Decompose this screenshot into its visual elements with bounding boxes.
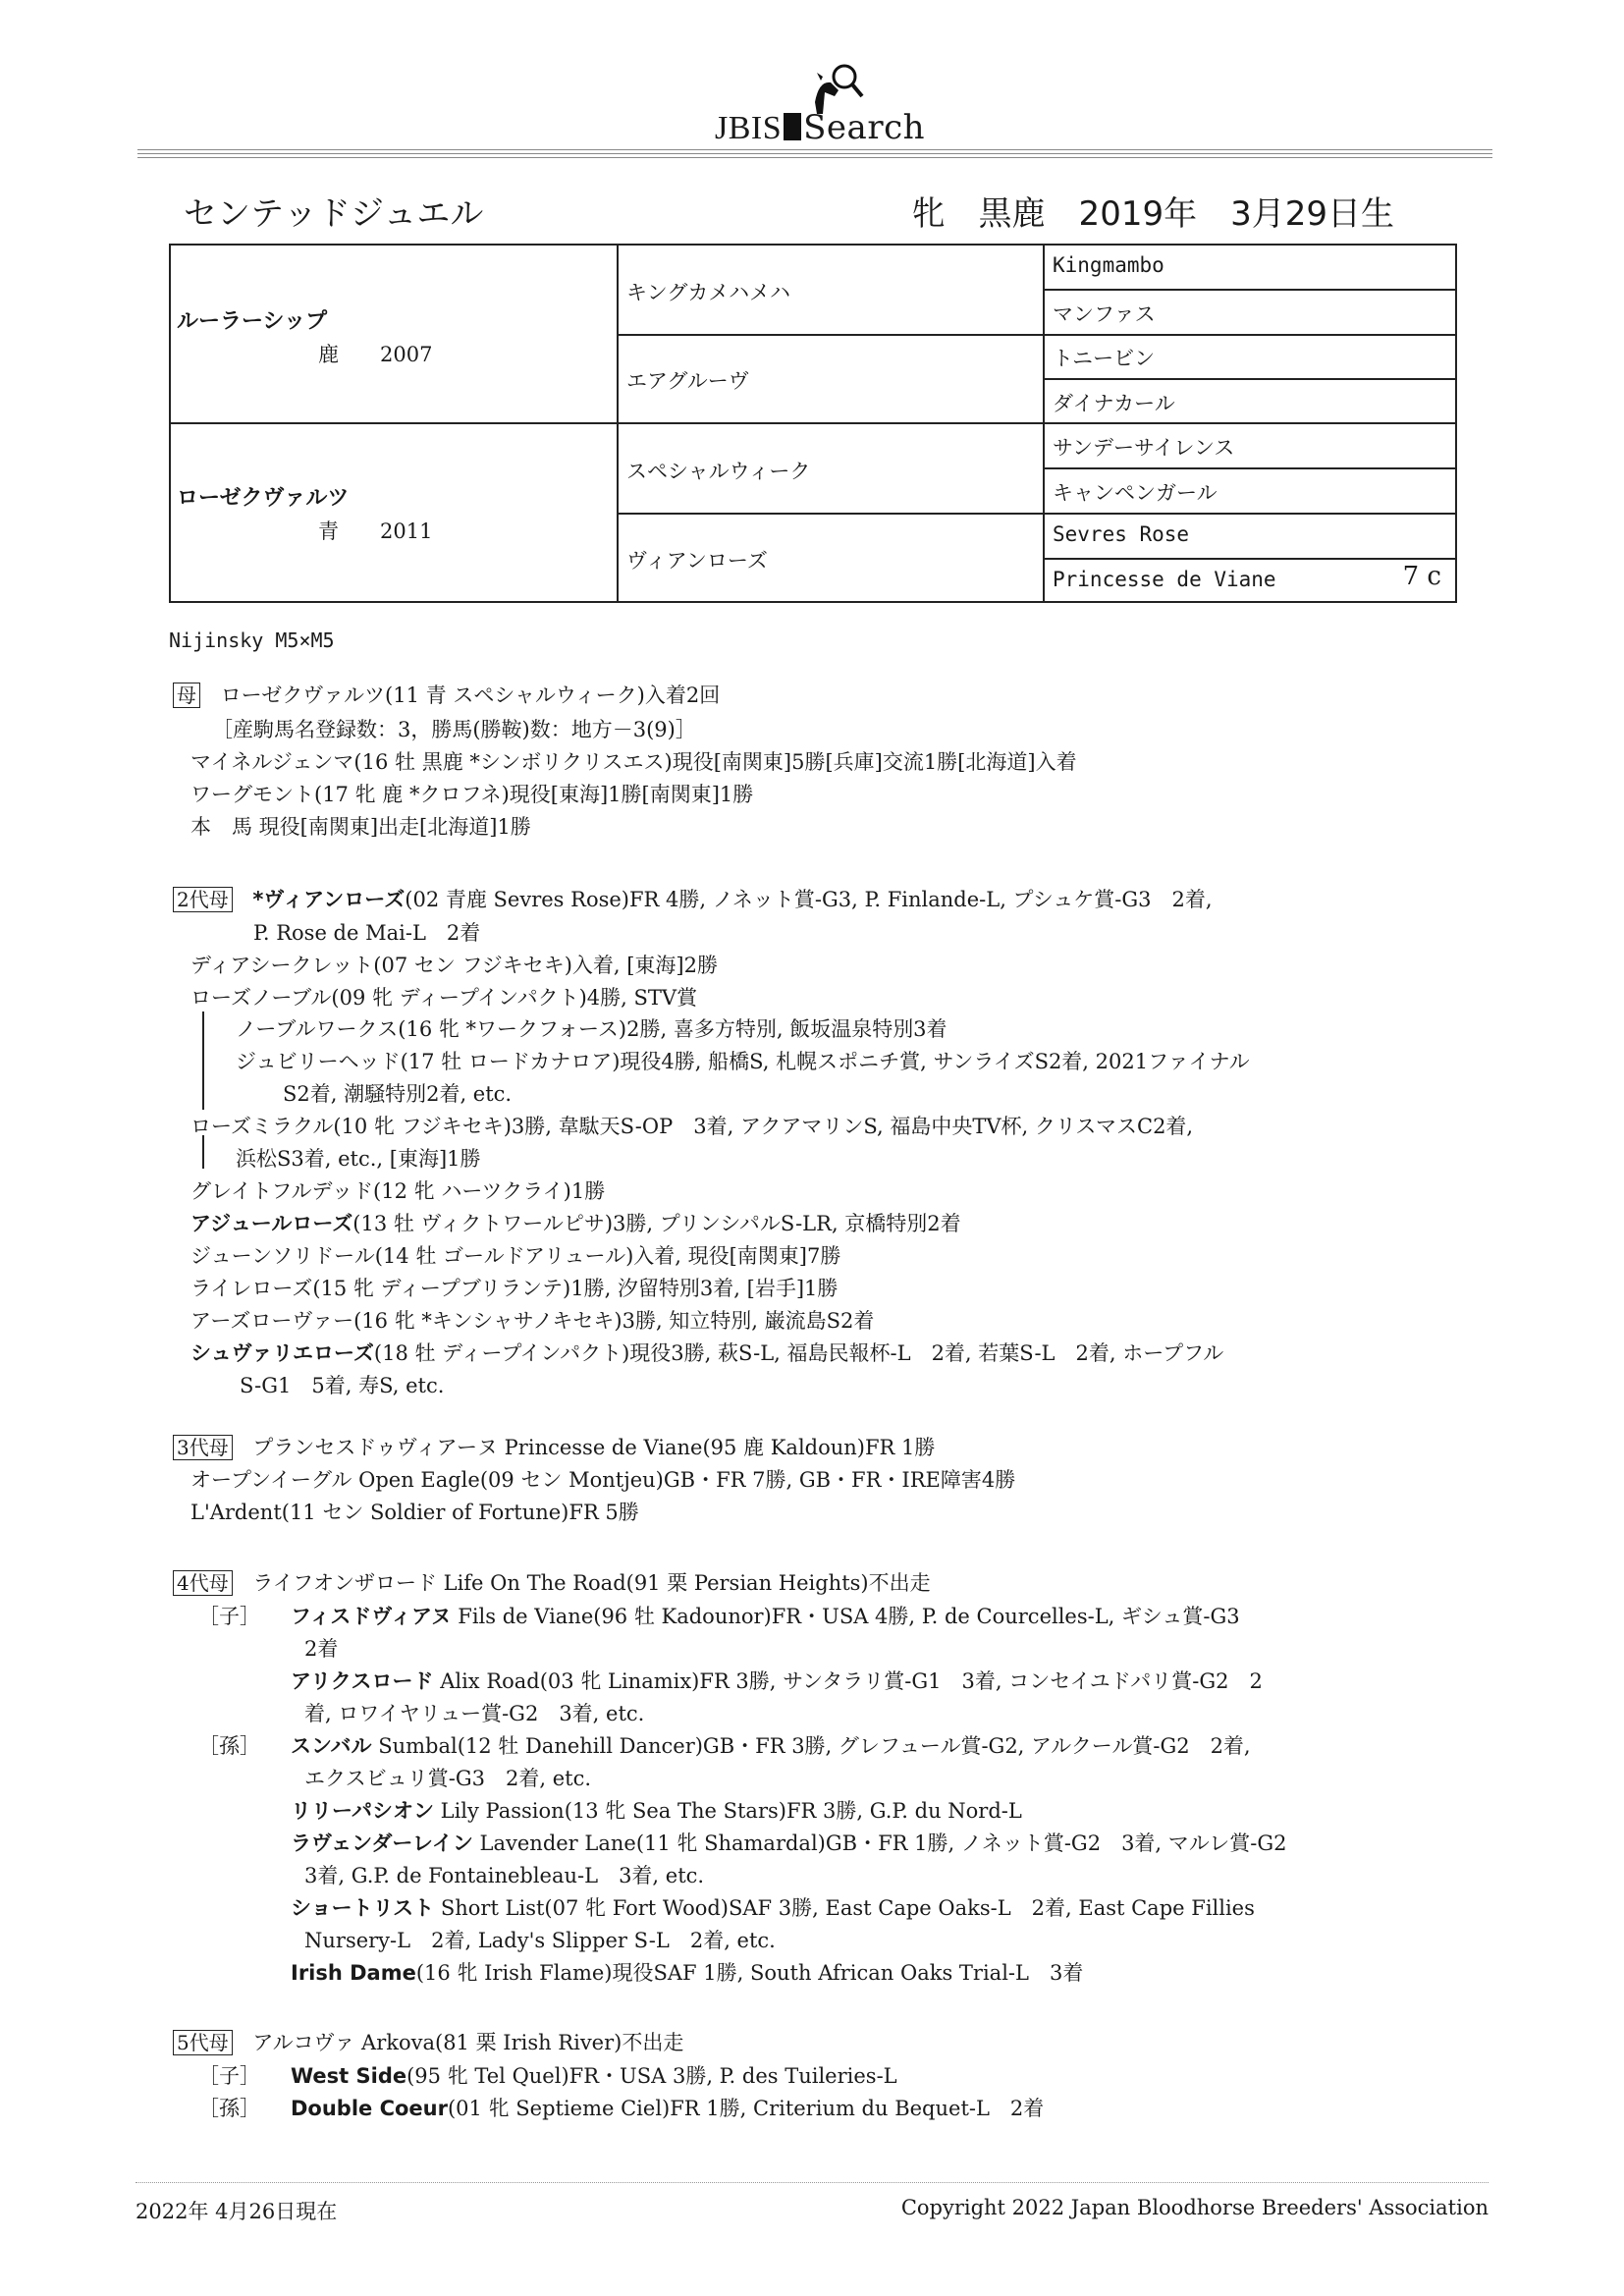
dam-section-head (173, 680, 720, 709)
g3-ancestor: トニービン (1053, 347, 1156, 370)
footer-date: 2022年 4月26日現在 (135, 2200, 338, 2223)
logo-mark-icon (784, 113, 801, 140)
descendant-line: 着, ロワイヤリュー賞-G2 3着, etc. (304, 1702, 645, 1725)
second-dam-head (173, 884, 1213, 913)
footer-copyright: Copyright 2022 Japan Bloodhorse Breeders' Association (900, 2196, 1489, 2219)
descendant-line: ショートリスト Short List(07 牝 Fort Wood)SAF 3勝, East Cape Oaks-L 2着, East Cape Fillies (291, 1896, 1255, 1920)
sire-name: ルーラーシップ (177, 309, 328, 334)
progeny-line: L'Ardent(11 セン Soldier of Fortune)FR 5勝 (190, 1501, 639, 1524)
section-tag: 3代母 (173, 1435, 233, 1460)
section-tag: 4代母 (173, 1570, 233, 1596)
family-number: 7 c (1402, 562, 1441, 591)
descendant-line: 2着 (304, 1637, 339, 1661)
second-dam-record-cont: P. Rose de Mai-L 2着 (253, 921, 481, 945)
descendant-line: スンバル Sumbal(12 牡 Danehill Dancer)GB・FR 3勝, グレフュール賞-G2, アルクール賞-G2 2着, (291, 1734, 1251, 1758)
grandchild-label: ［孫］ (198, 2097, 260, 2120)
fourth-dam-summary: ライフオンザロード Life On The Road(91 栗 Persian Heights)不出走 (252, 1571, 931, 1595)
second-dam-record: (02 青鹿 Sevres Rose)FR 4勝, ノネット賞-G3, P. Finlande-L, プシュケ賞-G3 2着, (405, 888, 1213, 911)
progeny-line: S2着, 潮騒特別2着, etc. (283, 1082, 513, 1106)
progeny-line: ライレローズ(15 牝 ディープブリランテ)1勝, 汐留特別3着, [岩手]1勝 (190, 1277, 839, 1300)
inbreeding-note: Nijinsky M5×M5 (169, 629, 335, 652)
pedigree-table (169, 244, 1457, 603)
g3-ancestor: ダイナカール (1053, 392, 1175, 415)
sire-cell (177, 304, 432, 368)
progeny-line: 浜松S3着, etc., [東海]1勝 (236, 1147, 481, 1171)
footer-rule (135, 2182, 1489, 2183)
third-dam-head (173, 1432, 935, 1461)
third-dam-summary: プランセスドゥヴィアーヌ Princesse de Viane(95 鹿 Kaldoun)FR 1勝 (252, 1436, 936, 1459)
sire-dam: エアグルーヴ (626, 369, 749, 393)
grandchild-label: ［孫］ (198, 1734, 260, 1758)
descendant-line: West Side(95 牝 Tel Quel)FR・USA 3勝, P. des Tuileries-L (291, 2064, 897, 2088)
progeny-line: S-G1 5着, 寿S, etc. (240, 1374, 445, 1397)
progeny-line: グレイトフルデッド(12 牝 ハーツクライ)1勝 (190, 1179, 606, 1203)
sire-sire: キングカメハメハ (626, 281, 790, 304)
family-branch-line (202, 1135, 204, 1169)
fourth-dam-head (173, 1567, 931, 1597)
progeny-line: ローズミラクル(10 牝 フジキセキ)3勝, 韋駄天S-OP 3着, アクアマリンS, 福島中央TV杯, クリスマスC2着, (190, 1115, 1194, 1138)
logo-text-jbis: JBIS (715, 110, 783, 146)
child-label: ［子］ (198, 2064, 260, 2088)
descendant-line: アリクスロード Alix Road(03 牝 Linamix)FR 3勝, サンタラリ賞-G1 3着, コンセイユドパリ賞-G2 2 (291, 1669, 1263, 1693)
progeny-line: アジュールローズ(13 牡 ヴィクトワールピサ)3勝, プリンシパルS-LR, 京橋特別2着 (190, 1212, 961, 1235)
horse-info: 牝 黒鹿 2019年 3月29日生 (911, 194, 1394, 234)
section-tag: 5代母 (173, 2030, 233, 2055)
fifth-dam-head (173, 2027, 683, 2056)
dam-cell (177, 481, 432, 545)
progeny-line: ジューンソリドール(14 牡 ゴールドアリュール)入着, 現役[南関東]7勝 (190, 1244, 841, 1268)
descendant-line: リリーパシオン Lily Passion(13 牝 Sea The Stars)FR 3勝, G.P. du Nord-L (291, 1799, 1022, 1823)
progeny-line: ノーブルワークス(16 牝 *ワークフォース)2勝, 喜多方特別, 飯坂温泉特別3着 (236, 1017, 947, 1041)
logo-text-search: Search (803, 108, 926, 147)
dam-summary: ローゼクヴァルツ(11 青 スペシャルウィーク)入着2回 (220, 683, 721, 707)
progeny-line: オープンイーグル Open Eagle(09 セン Montjeu)GB・FR 7勝, GB・FR・IRE障害4勝 (190, 1468, 1016, 1492)
dam-dam: ヴィアンローズ (626, 549, 768, 573)
g3-ancestor: Princesse de Viane (1053, 568, 1276, 591)
second-dam-name: *ヴィアンローズ (252, 888, 406, 911)
dam-progeny-line: マイネルジェンマ(16 牡 黒鹿 *シンボリクリスエス)現役[南関東]5勝[兵庫]交流1勝[北海道]入着 (190, 750, 1077, 774)
family-branch-line (202, 1011, 204, 1110)
descendant-line: ラヴェンダーレイン Lavender Lane(11 牝 Shamardal)GB・FR 1勝, ノネット賞-G2 3着, マルレ賞-G2 (291, 1831, 1287, 1855)
dam-detail: 青 2011 (318, 519, 433, 543)
child-label: ［子］ (198, 1605, 260, 1628)
progeny-line: ローズノーブル(09 牝 ディープインパクト)4勝, STV賞 (190, 986, 698, 1010)
section-tag: 母 (173, 683, 200, 708)
horse-name: センテッドジュエル (184, 194, 484, 234)
header-rule-1 (137, 149, 1492, 150)
fifth-dam-summary: アルコヴァ Arkova(81 栗 Irish River)不出走 (252, 2031, 684, 2054)
progeny-line: ディアシークレット(07 セン フジキセキ)入着, [東海]2勝 (190, 954, 718, 977)
dam-name: ローゼクヴァルツ (177, 486, 350, 511)
header-rule-2 (137, 153, 1492, 154)
dam-progeny-stats: ［産駒馬名登録数：3，勝馬(勝鞍)数：地方－3(9)］ (212, 718, 696, 741)
g3-ancestor: マンファス (1053, 302, 1156, 326)
g3-ancestor: サンデーサイレンス (1053, 436, 1235, 460)
progeny-line: シュヴァリエローズ(18 牡 ディープインパクト)現役3勝, 萩S-L, 福島民報杯-L 2着, 若葉S-L 2着, ホープフル (190, 1341, 1224, 1365)
header-rule-3 (137, 157, 1492, 158)
descendant-line: Irish Dame(16 牝 Irish Flame)現役SAF 1勝, South African Oaks Trial-L 3着 (291, 1961, 1084, 1985)
progeny-line: ジュビリーヘッド(17 牡 ロードカナロア)現役4勝, 船橋S, 札幌スポニチ賞, サンライズS2着, 2021ファイナル (236, 1050, 1250, 1073)
g3-ancestor: キャンペンガール (1053, 481, 1218, 505)
section-tag: 2代母 (173, 887, 233, 912)
descendant-line: 3着, G.P. de Fontainebleau-L 3着, etc. (304, 1864, 705, 1887)
progeny-line: アーズローヴァー(16 牝 *キンシャサノキセキ)3勝, 知立特別, 巌流島S2着 (190, 1309, 875, 1333)
descendant-line: Double Coeur(01 牝 Septieme Ciel)FR 1勝, Criterium du Bequet-L 2着 (291, 2097, 1045, 2120)
descendant-line: Nursery-L 2着, Lady's Slipper S-L 2着, etc. (304, 1929, 776, 1952)
dam-progeny-line: ワーグモント(17 牝 鹿 *クロフネ)現役[東海]1勝[南関東]1勝 (190, 783, 754, 806)
descendant-line: フィスドヴィアヌ Fils de Viane(96 牡 Kadounor)FR・USA 4勝, P. de Courcelles-L, ギシュ賞-G3 (291, 1605, 1240, 1628)
dam-progeny-line: 本 馬 現役[南関東]出走[北海道]1勝 (190, 815, 531, 839)
g3-ancestor: Kingmambo (1053, 253, 1164, 277)
descendant-line: エクスビュリ賞-G3 2着, etc. (304, 1767, 592, 1790)
g3-ancestor: Sevres Rose (1053, 522, 1190, 546)
jbis-search-logo (707, 63, 962, 151)
dam-sire: スペシャルウィーク (626, 460, 811, 483)
sire-detail: 鹿 2007 (318, 343, 433, 366)
